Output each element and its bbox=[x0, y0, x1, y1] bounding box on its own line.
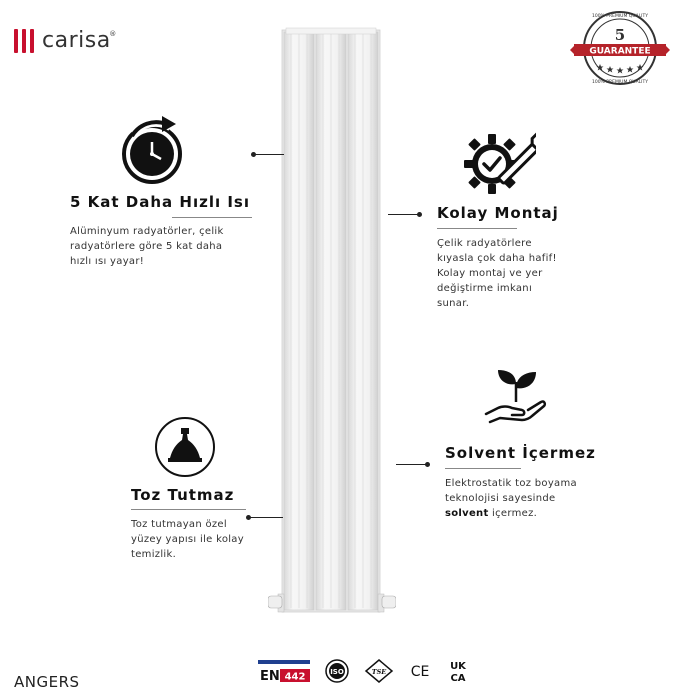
feature-solvent-desc-tail: içermez. bbox=[488, 508, 538, 519]
model-name: ANGERS bbox=[14, 673, 80, 691]
plant-hand-icon bbox=[484, 364, 548, 426]
feature-dust-desc bbox=[131, 517, 261, 562]
cert-ce-text: CE bbox=[410, 664, 430, 680]
certification-logos bbox=[258, 658, 470, 684]
trademark: ® bbox=[109, 30, 117, 38]
feature-dust-title: Toz Tutmaz bbox=[131, 486, 235, 504]
feature-heat-desc-line: hızlı ısı yayar! bbox=[70, 256, 145, 267]
feature-dust-desc-line: Toz tutmayan özel bbox=[131, 519, 227, 530]
feature-dust-rule bbox=[131, 509, 246, 510]
connector-line-heat bbox=[254, 154, 284, 155]
cert-en-num: 442 bbox=[284, 671, 306, 683]
feature-install-title: Kolay Montaj bbox=[437, 204, 559, 222]
feature-heat-desc-line: radyatörlere göre 5 kat daha bbox=[70, 241, 223, 252]
badge-ring-top: 100% PREMIUM QUALITY bbox=[591, 14, 649, 19]
cert-tse-text: TSE bbox=[371, 668, 387, 676]
clock-arrow-icon bbox=[120, 114, 184, 186]
feature-heat-desc bbox=[70, 224, 270, 269]
feature-solvent-title: Solvent İçermez bbox=[445, 444, 596, 462]
badge-number: 5 bbox=[614, 26, 626, 44]
feature-solvent-desc-line: Elektrostatik toz boyama bbox=[445, 478, 577, 489]
feature-solvent-desc-line-last bbox=[445, 506, 665, 521]
tse-cert-icon bbox=[364, 658, 394, 684]
feature-install-desc-line: değiştirme imkanı bbox=[437, 283, 533, 294]
ce-cert-icon bbox=[408, 658, 432, 684]
gear-wrench-icon bbox=[464, 132, 536, 196]
brand-name bbox=[42, 28, 117, 53]
badge-ring-bottom: 100% PREMIUM QUALITY bbox=[591, 80, 649, 85]
feature-install-desc bbox=[437, 236, 637, 311]
feature-install-desc-line: kıyasla çok daha hafif! bbox=[437, 253, 557, 264]
cert-ukca-bottom: CA bbox=[450, 673, 466, 684]
feature-install-desc-line: sunar. bbox=[437, 298, 470, 309]
feature-dust-desc-line: yüzey yapısı ile kolay bbox=[131, 534, 244, 545]
feature-dust-desc-line: temizlik. bbox=[131, 549, 177, 560]
brand-logo bbox=[14, 28, 117, 53]
en442-cert-icon bbox=[258, 658, 310, 684]
feature-solvent-desc bbox=[445, 476, 665, 521]
iso-cert-icon bbox=[324, 658, 350, 684]
feature-solvent-rule bbox=[445, 468, 521, 469]
cert-ukca-top: UK bbox=[450, 661, 466, 672]
cert-en-text: EN bbox=[260, 669, 280, 684]
feature-solvent-desc-line: teknolojisi sayesinde bbox=[445, 493, 556, 504]
feature-install-desc-line: Çelik radyatörlere bbox=[437, 238, 532, 249]
feature-solvent-desc-bold: solvent bbox=[445, 508, 489, 519]
ukca-cert-icon bbox=[446, 658, 470, 684]
feature-heat-desc-line: Alüminyum radyatörler, çelik bbox=[70, 226, 224, 237]
bell-dust-icon bbox=[154, 416, 216, 478]
connector-line-install bbox=[388, 214, 418, 215]
feature-heat-title: 5 Kat Daha Hızlı Isı bbox=[70, 193, 250, 211]
brand-bars-icon bbox=[14, 29, 34, 53]
feature-install-desc-line: Kolay montaj ve yer bbox=[437, 268, 543, 279]
badge-ribbon-text: GUARANTEE bbox=[589, 46, 651, 57]
feature-install-rule bbox=[437, 228, 517, 229]
cert-iso-text: ISO bbox=[330, 668, 344, 676]
feature-heat-rule bbox=[172, 217, 252, 218]
radiator-image bbox=[268, 26, 396, 620]
guarantee-badge bbox=[570, 8, 670, 88]
connector-line-solvent bbox=[396, 464, 426, 465]
brand-name-text: carisa bbox=[42, 28, 111, 53]
